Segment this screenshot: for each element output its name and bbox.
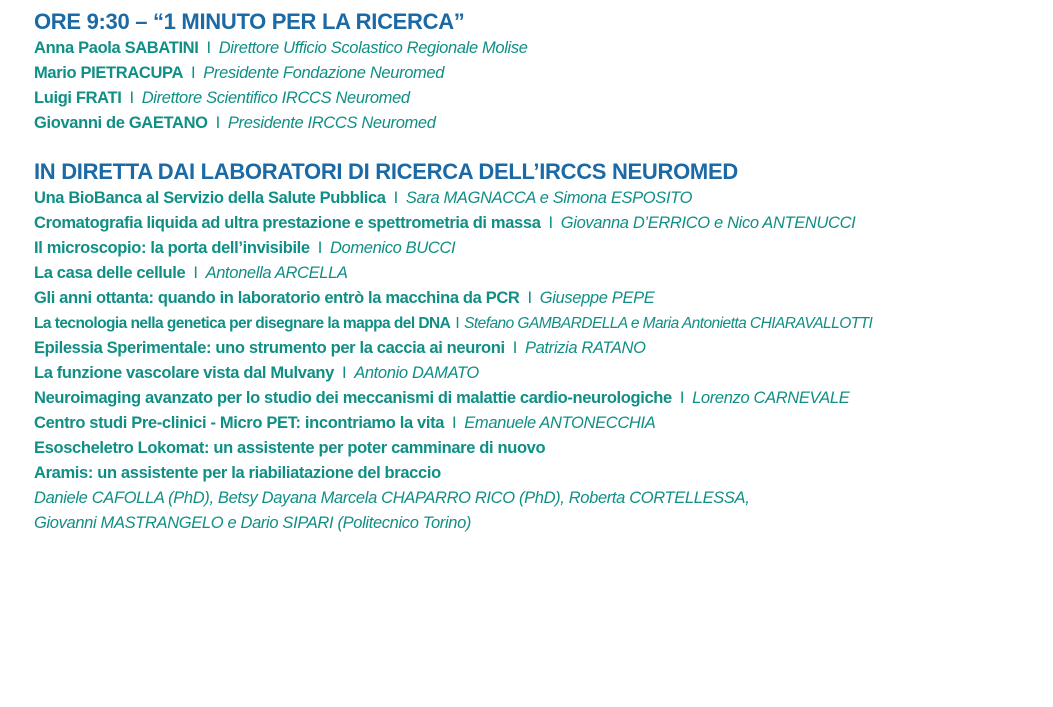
speaker-role: Presidente IRCCS Neuromed — [227, 114, 436, 132]
talk-speakers: Patrizia RATANO — [524, 339, 646, 357]
speaker-role: Direttore Ufficio Scolastico Regionale Molise — [218, 39, 528, 57]
separator: I — [512, 339, 517, 357]
talk-speakers: Giovanna D’ERRICO e Nico ANTENUCCI — [560, 214, 856, 232]
speaker-name: Anna Paola SABATINI — [34, 39, 199, 57]
talk-line — [34, 361, 1053, 386]
section-spacer — [34, 136, 1053, 158]
talk-speakers: Domenico BUCCI — [329, 239, 456, 257]
talk-line — [34, 286, 1053, 311]
talk-title: Neuroimaging avanzato per lo studio dei meccanismi di malattie cardio-neurologiche — [34, 389, 672, 407]
speaker-line — [34, 61, 1053, 86]
separator: I — [193, 264, 198, 282]
talk-title: Gli anni ottanta: quando in laboratorio entrò la macchina da PCR — [34, 289, 520, 307]
separator: I — [215, 114, 220, 132]
speaker-role: Presidente Fondazione Neuromed — [203, 64, 445, 82]
speaker-line — [34, 111, 1053, 136]
speaker-name: Mario PIETRACUPA — [34, 64, 184, 82]
talk-speakers: Antonella ARCELLA — [205, 264, 348, 282]
talk-title: Una BioBanca al Servizio della Salute Pubblica — [34, 189, 386, 207]
talk-line — [34, 436, 1053, 461]
separator: I — [206, 39, 211, 57]
talk-speakers: Giovanni MASTRANGELO e Dario SIPARI (Politecnico Torino) — [34, 514, 472, 532]
talk-speakers: Antonio DAMATO — [354, 364, 479, 382]
talk-line — [34, 211, 1053, 236]
talk-speakers: Sara MAGNACCA e Simona ESPOSITO — [405, 189, 693, 207]
talk-title: Epilessia Sperimentale: uno strumento per la caccia ai neuroni — [34, 339, 505, 357]
talk-speakers: Stefano GAMBARDELLA e Maria Antonietta CHIARAVALLOTTI — [464, 315, 873, 332]
talk-line — [34, 261, 1053, 286]
talk-speakers: Emanuele ANTONECCHIA — [464, 414, 656, 432]
speaker-role: Direttore Scientifico IRCCS Neuromed — [141, 89, 410, 107]
section-heading-opening: ORE 9:30 – “1 MINUTO PER LA RICERCA” — [34, 9, 465, 34]
talk-title: Esoscheletro Lokomat: un assistente per poter camminare di nuovo — [34, 439, 546, 457]
talk-title: Centro studi Pre-clinici - Micro PET: incontriamo la vita — [34, 414, 445, 432]
talk-line — [34, 311, 1053, 336]
talk-line — [34, 186, 1053, 211]
talk-title: La tecnologia nella genetica per disegnare la mappa del DNA — [34, 315, 451, 332]
speaker-name: Giovanni de GAETANO — [34, 114, 208, 132]
talk-speakers: Lorenzo CARNEVALE — [692, 389, 850, 407]
separator: I — [393, 189, 398, 207]
talk-speakers: Giuseppe PEPE — [539, 289, 655, 307]
talk-speakers: Daniele CAFOLLA (PhD), Betsy Dayana Marcela CHAPARRO RICO (PhD), Roberta CORTELLESSA, — [34, 489, 750, 507]
talk-line — [34, 411, 1053, 436]
talk-title: Cromatografia liquida ad ultra prestazione e spettrometria di massa — [34, 214, 541, 232]
separator: I — [191, 64, 196, 82]
separator: I — [548, 214, 553, 232]
talk-line — [34, 386, 1053, 411]
speakers-line — [34, 511, 1053, 536]
talk-title: La casa delle cellule — [34, 264, 186, 282]
section-heading-labs: IN DIRETTA DAI LABORATORI DI RICERCA DELL’IRCCS NEUROMED — [34, 159, 738, 184]
separator: I — [452, 414, 457, 432]
talk-title: La funzione vascolare vista dal Mulvany — [34, 364, 334, 382]
separator: I — [341, 364, 347, 382]
speaker-line — [34, 86, 1053, 111]
talk-line — [34, 461, 1053, 486]
separator: I — [679, 389, 685, 407]
speakers-line — [34, 486, 1053, 511]
talk-title: Il microscopio: la porta dell’invisibile — [34, 239, 310, 257]
separator: I — [129, 89, 134, 107]
talk-line — [34, 336, 1053, 361]
speaker-name: Luigi FRATI — [34, 89, 122, 107]
talk-line — [34, 236, 1053, 261]
talk-title: Aramis: un assistente per la riabiliatazione del braccio — [34, 464, 441, 482]
separator: I — [317, 239, 322, 257]
speaker-line — [34, 36, 1053, 61]
separator: I — [455, 315, 460, 332]
separator: I — [527, 289, 532, 307]
